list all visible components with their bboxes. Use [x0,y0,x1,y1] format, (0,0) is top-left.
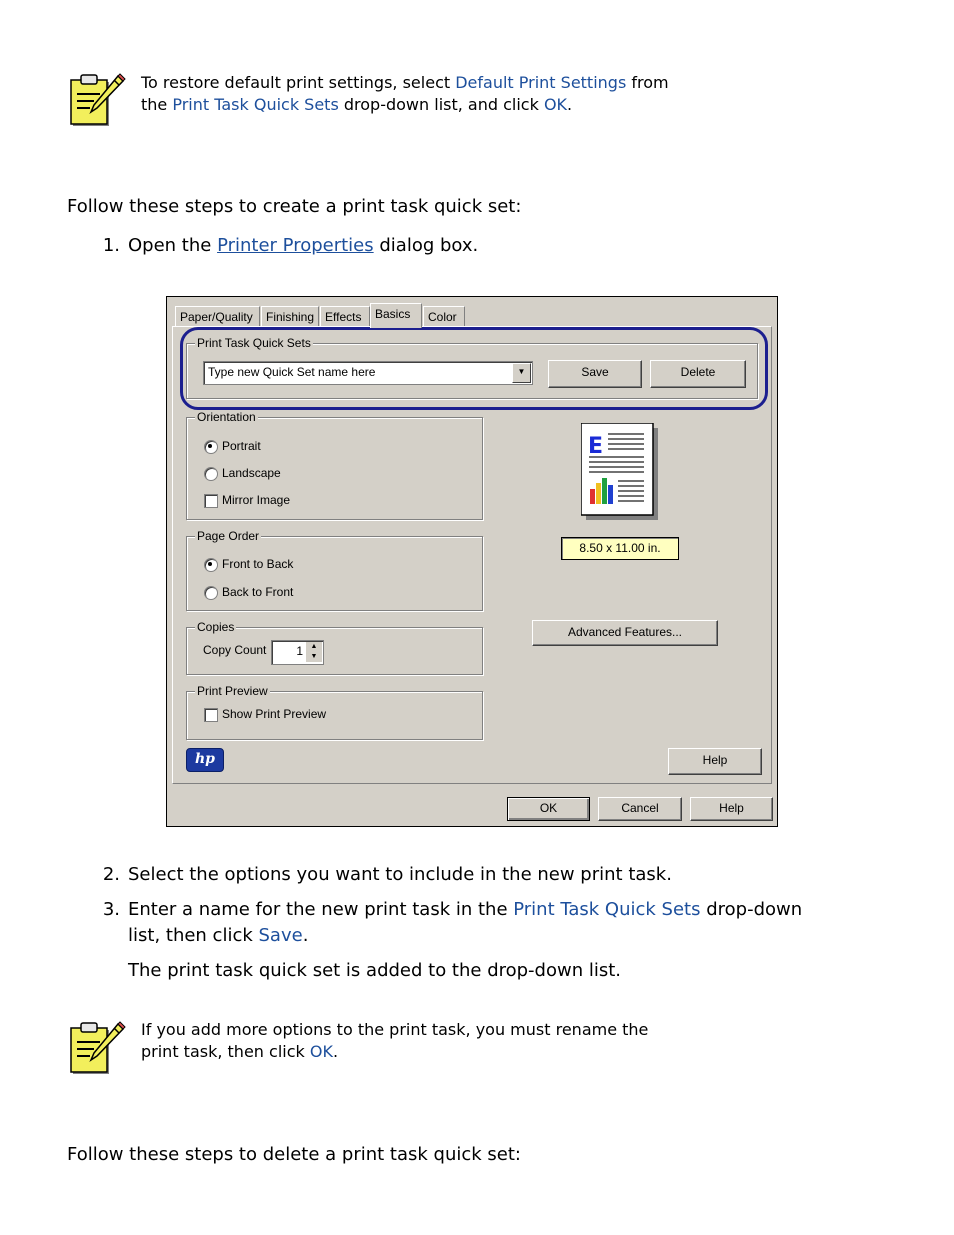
default-print-settings-term: Default Print Settings [455,73,627,92]
copy-count-label: Copy Count [203,643,267,657]
spin-up-icon[interactable]: ▲ [306,642,322,652]
page-preview-icon [581,423,659,521]
orientation-label: Orientation [197,410,256,424]
svg-text:E: E [588,434,604,459]
intro-delete: Follow these steps to delete a print task quick set: [67,1144,521,1165]
hp-logo-text: hp [195,751,215,767]
step-number: 3. [102,899,120,920]
step-text: Select the options you want to include in the new print task. [128,864,672,885]
portrait-radio[interactable] [204,440,218,454]
step-text: Open the [128,235,218,256]
hp-logo [186,748,224,772]
show-print-preview-label: Show Print Preview [222,707,327,721]
mirror-image-label: Mirror Image [222,493,291,507]
tab-effects[interactable]: Effects [320,306,370,327]
step-3-result: The print task quick set is added to the drop-down list. [128,960,622,981]
note-text: print task, then click [141,1042,310,1061]
step-text: Enter a name for the new print task in the [128,899,514,920]
tab-basics[interactable]: Basics [370,303,422,328]
ok-button[interactable]: OK [507,797,590,821]
tab-paper-quality[interactable]: Paper/Quality [175,306,260,327]
advanced-features-button[interactable]: Advanced Features... [532,620,718,646]
note-text: from [626,73,669,92]
step-number: 2. [102,864,120,885]
front-to-back-label: Front to Back [222,557,294,571]
intro-create: Follow these steps to create a print task quick set: [67,196,522,217]
note-rename-task [141,1019,648,1063]
step-text: drop-down [700,899,803,920]
step-1 [90,233,478,259]
mirror-image-checkbox[interactable] [204,494,218,508]
note-icon [70,72,126,128]
delete-button[interactable]: Delete [650,360,746,388]
copy-count-stepper[interactable] [271,640,324,665]
step-number: 1. [102,235,120,256]
back-to-front-label: Back to Front [222,585,294,599]
print-task-quick-sets-term: Print Task Quick Sets [513,899,701,920]
step-text: . [302,925,309,946]
tab-finishing[interactable]: Finishing [261,306,319,327]
quick-set-name-value: Type new Quick Set name here [208,365,376,379]
ok-term: OK [309,1042,333,1061]
step-2 [90,862,672,888]
note-text: drop-down list, and click [338,95,544,114]
note-text: . [332,1042,339,1061]
save-button[interactable]: Save [548,360,642,388]
cancel-button[interactable]: Cancel [598,797,682,821]
save-term: Save [258,925,303,946]
note-restore-defaults [141,72,669,116]
landscape-label: Landscape [222,466,281,480]
dialog-help-button[interactable]: Help [690,797,773,821]
copy-count-value: 1 [296,644,303,658]
tab-color[interactable]: Color [423,306,465,327]
chevron-down-icon[interactable]: ▼ [512,363,531,383]
print-task-quick-sets-label: Print Task Quick Sets [197,336,311,350]
note-text: . [567,95,573,114]
portrait-label: Portrait [222,439,261,453]
step-text: dialog box. [373,235,479,256]
landscape-radio[interactable] [204,467,218,481]
note-text: the [141,95,173,114]
show-print-preview-checkbox[interactable] [204,708,218,722]
step-3 [90,897,802,984]
highlight-ring [180,327,768,410]
print-task-quick-sets-term: Print Task Quick Sets [172,95,339,114]
ok-term: OK [543,95,568,114]
front-to-back-radio[interactable] [204,558,218,572]
page-size-badge: 8.50 x 11.00 in. [561,537,679,560]
help-button[interactable]: Help [668,748,762,775]
note-text: If you add more options to the print task, you must rename the [141,1020,649,1039]
back-to-front-radio[interactable] [204,586,218,600]
spin-down-icon[interactable]: ▼ [306,652,322,662]
copies-label: Copies [197,620,235,634]
printer-properties-link[interactable]: Printer Properties [217,235,374,256]
page-order-group [186,529,483,611]
page-order-label: Page Order [197,529,260,543]
print-preview-label: Print Preview [197,684,268,698]
note-icon [70,1020,126,1076]
step-text: list, then click [128,925,259,946]
note-text: To restore default print settings, select [141,73,456,92]
